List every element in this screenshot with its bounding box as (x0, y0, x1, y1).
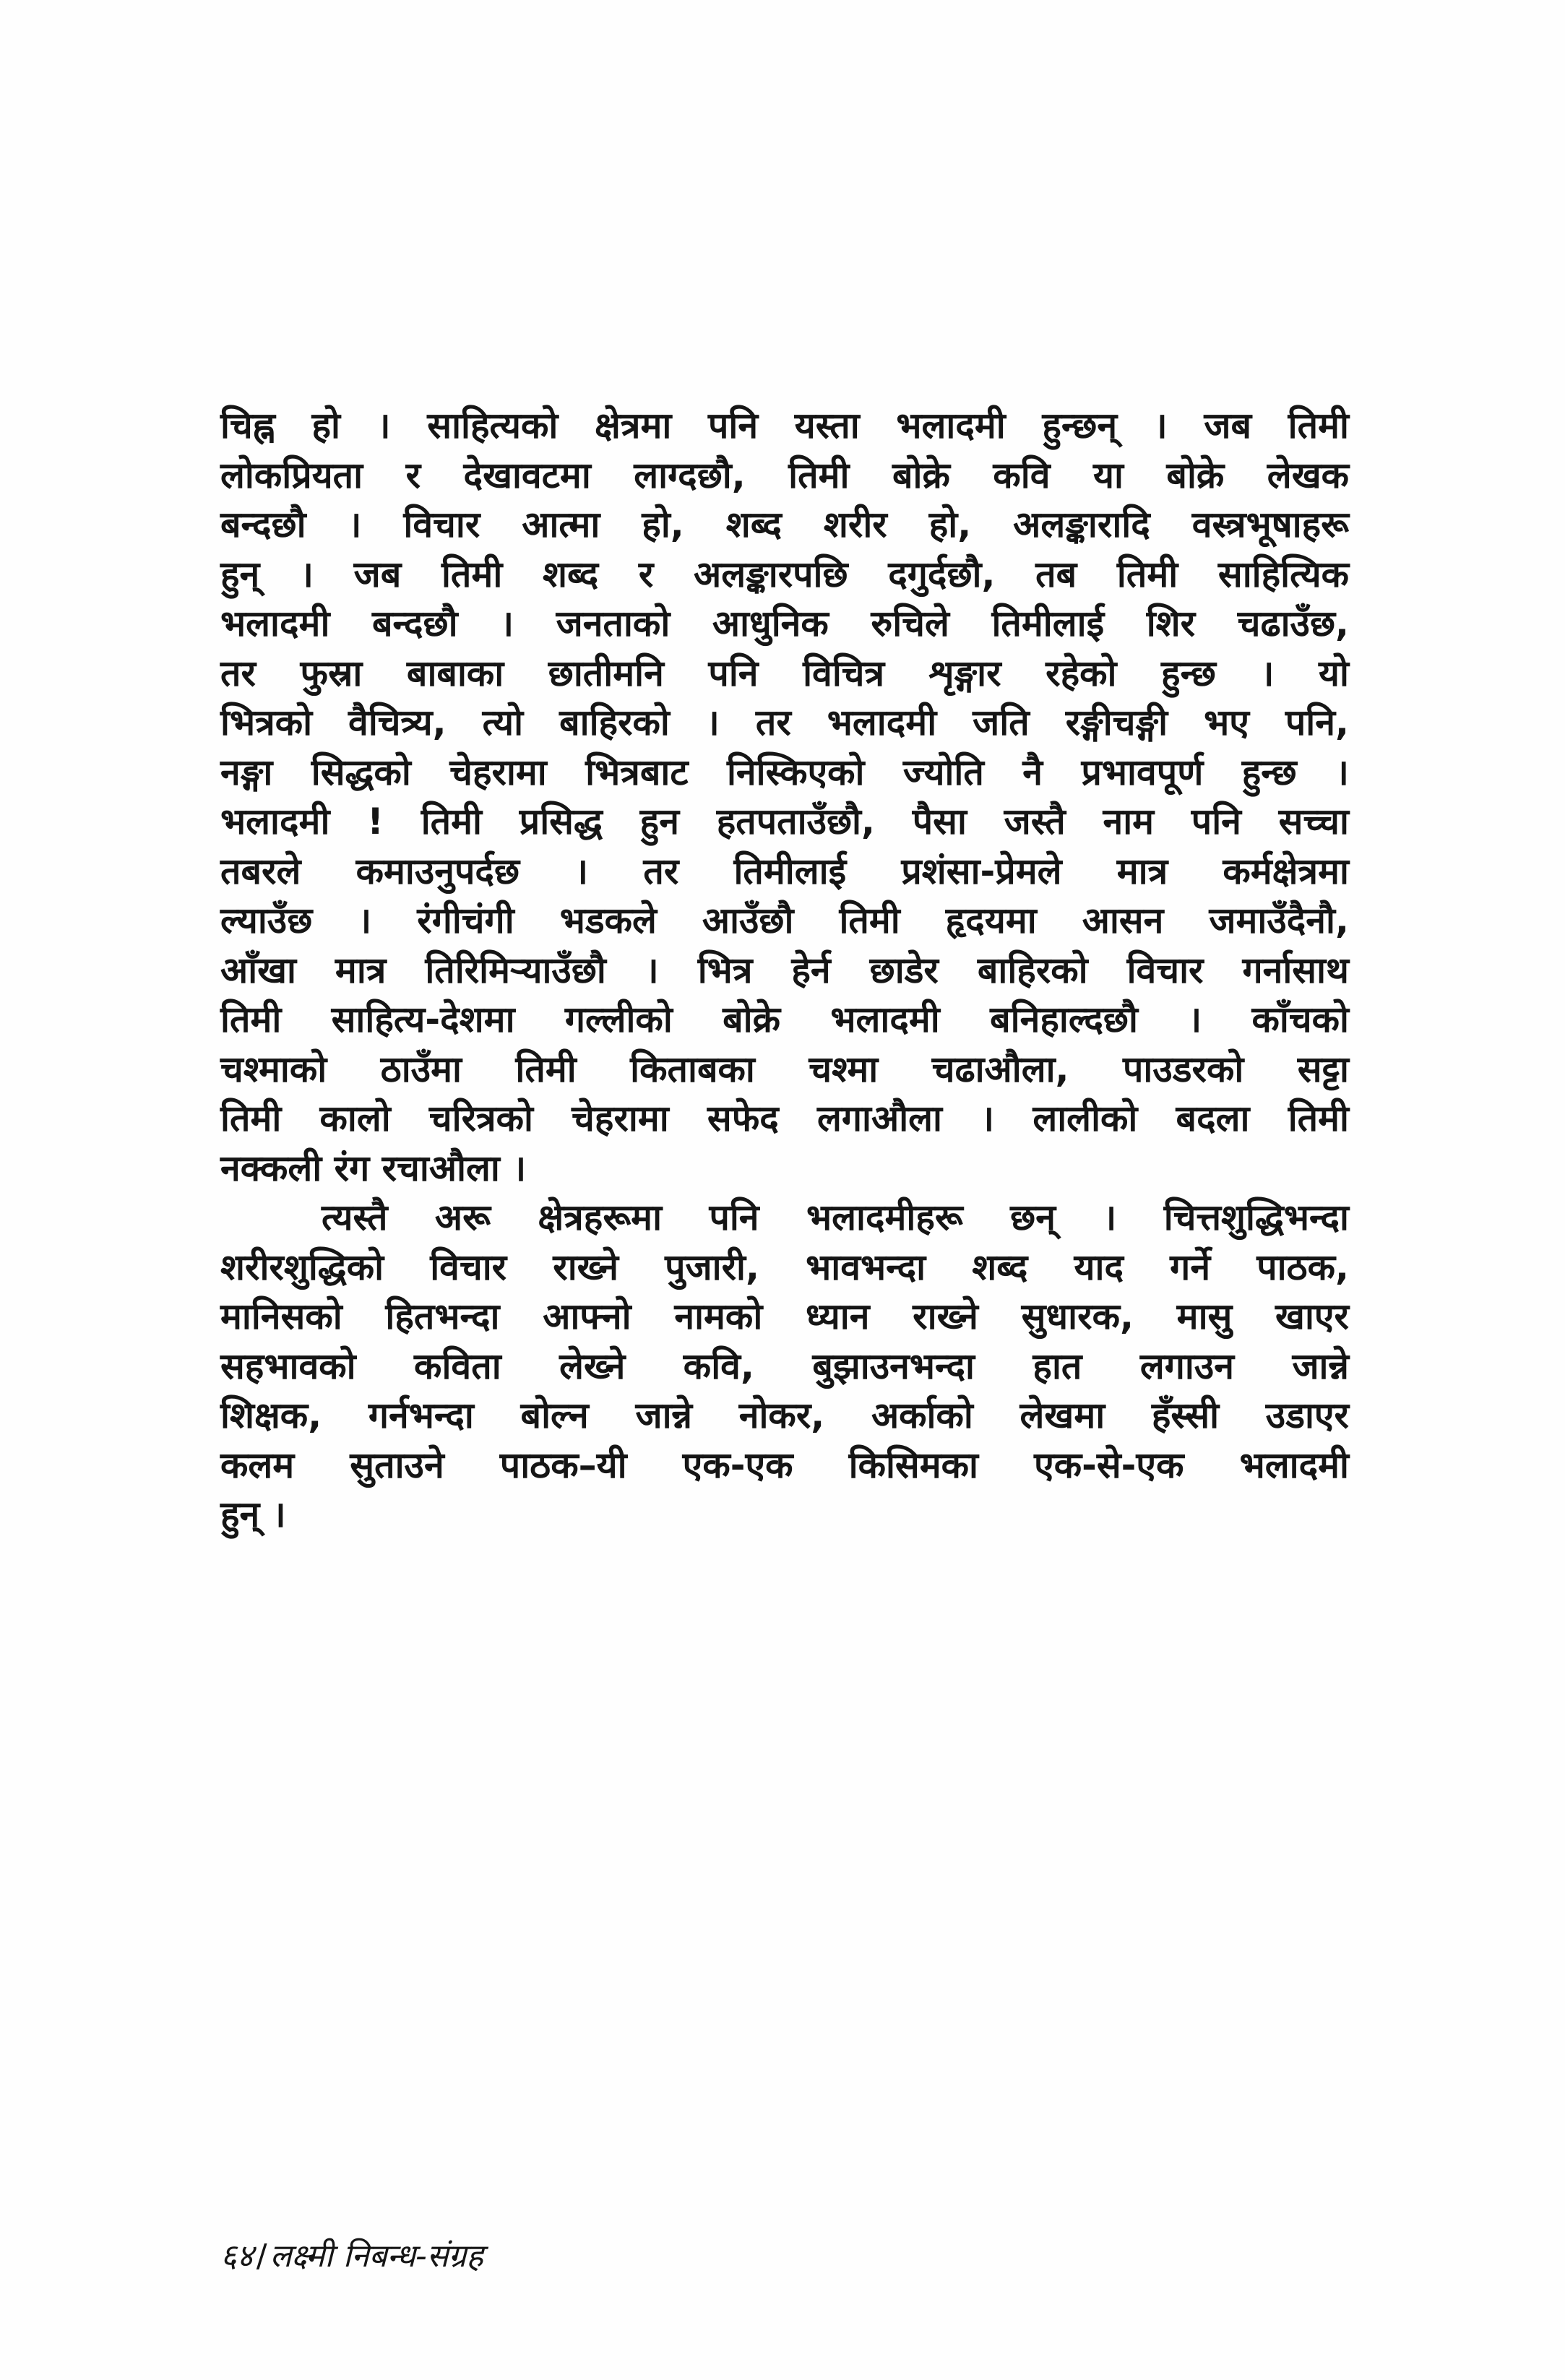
page-footer (220, 2233, 483, 2276)
text-line: हुन् । (220, 1493, 286, 1535)
text-line: मानिसको हितभन्दा आफ्नो नामको ध्यान राख्ने सुधारक, मासु खाएर (220, 1295, 1349, 1337)
text-line: भलादमी बन्दछौ । जनताको आधुनिक रुचिले तिमीलाई शिर चढाउँछ, (220, 603, 1349, 644)
paragraph (220, 1193, 1349, 1540)
text-line: शरीरशुद्धिको विचार राख्ने पुजारी, भावभन्दा शब्द याद गर्ने पाठक, (220, 1246, 1349, 1288)
text-line: शिक्षक, गर्नभन्दा बोल्न जान्ने नोकर, अर्काको लेखमा हँस्सी उडाएर (220, 1394, 1349, 1436)
text-line: भित्रको वैचित्र्य, त्यो बाहिरको । तर भलादमी जति रङ्गीचङ्गी भए पनि, (220, 702, 1349, 743)
footer-separator: / (256, 2238, 267, 2275)
text-line: लोकप्रियता र देखावटमा लाग्दछौ, तिमी बोक्रे कवि या बोक्रे लेखक (220, 454, 1349, 496)
text-line: नक्कली रंग रचाऔला । (220, 1147, 527, 1189)
text-line: बन्दछौ । विचार आत्मा हो, शब्द शरीर हो, अलङ्कारादि वस्त्रभूषाहरू (220, 504, 1349, 546)
text-line: ल्याउँछ । रंगीचंगी भडकले आउँछौ तिमी हृदयमा आसन जमाउँदैनौ, (220, 900, 1349, 941)
text-line: नङ्गा सिद्धको चेहरामा भित्रबाट निस्किएको ज्योति नै प्रभावपूर्ण हुन्छ । (220, 751, 1349, 793)
text-line: भलादमी ! तिमी प्रसिद्ध हुन हतपताउँछौ, पैसा जस्तै नाम पनि सच्चा (220, 801, 1349, 842)
book-title: लक्ष्मी निबन्ध-संग्रह (270, 2238, 483, 2275)
page-number: ६४ (220, 2238, 254, 2275)
text-line: तबरले कमाउनुपर्दछ । तर तिमीलाई प्रशंसा-प्रेमले मात्र कर्मक्षेत्रमा (220, 850, 1349, 892)
text-line: सहभावको कविता लेख्ने कवि, बुझाउनभन्दा हात लगाउन जान्ने (220, 1345, 1349, 1387)
text-line: कलम सुताउने पाठक–यी एक-एक किसिमका एक-से-एक भलादमी (220, 1444, 1349, 1486)
text-line: आँखा मात्र तिरिमिऱ्याउँछौ । भित्र हेर्न छाडेर बाहिरको विचार गर्नासाथ (220, 949, 1349, 991)
text-line: तर फुस्रा बाबाका छातीमनि पनि विचित्र शृङ्गार रहेको हुन्छ । यो (220, 652, 1349, 694)
text-line: तिमी साहित्य-देशमा गल्लीको बोक्रे भलादमी बनिहाल्दछौ । काँचको (220, 999, 1349, 1040)
text-line: चिह्न हो । साहित्यको क्षेत्रमा पनि यस्ता भलादमी हुन्छन् । जब तिमी (220, 405, 1349, 447)
text-line: हुन् । जब तिमी शब्द र अलङ्कारपछि दगुर्दछौ, तब तिमी साहित्यिक (220, 553, 1349, 595)
text-line: त्यस्तै अरू क्षेत्रहरूमा पनि भलादमीहरू छन् । चित्तशुद्धिभन्दा (322, 1197, 1349, 1238)
text-line: चश्माको ठाउँमा तिमी किताबका चश्मा चढाऔला, पाउडरको सट्टा (220, 1048, 1349, 1090)
body-text (220, 401, 1349, 1540)
text-line: तिमी कालो चरित्रको चेहरामा सफेद लगाऔला । लालीको बदला तिमी (220, 1098, 1349, 1139)
paragraph (220, 401, 1349, 1193)
